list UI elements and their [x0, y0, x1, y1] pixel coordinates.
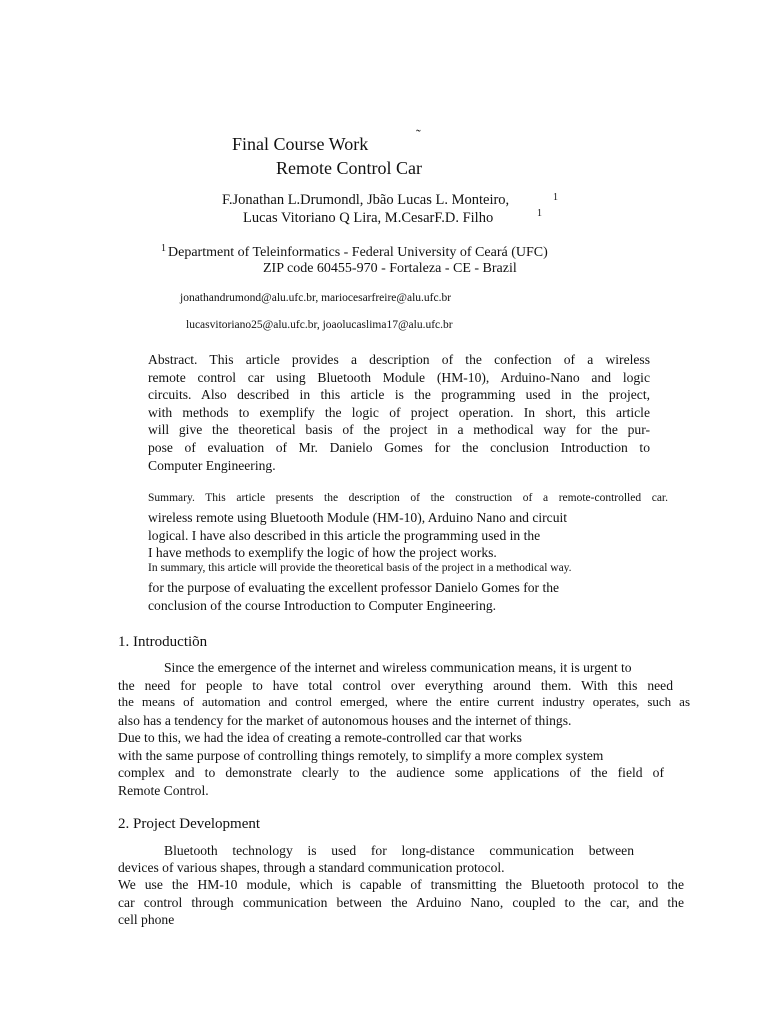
- section-1-line-3-text: the means of automation and control emerged, where the entire current industry operates, such as: [118, 694, 690, 709]
- section-1-line: Since the emergence of the internet and wireless communication means, it is urgent to: [164, 660, 632, 675]
- abstract: [148, 351, 650, 474]
- section-1-line-8: Remote Control.: [118, 783, 209, 798]
- summary-line-6: for the purpose of evaluating the excellent professor Danielo Gomes for the: [148, 580, 560, 595]
- emails-line-1: jonathandrumond@alu.ufc.br, mariocesarfreire@alu.ufc.br: [180, 292, 452, 304]
- affiliation-line-1: Department of Teleinformatics - Federal University of Ceará (UFC): [168, 245, 548, 260]
- title-tilde: ˜: [416, 128, 421, 143]
- summary-line-4: I have methods to exemplify the logic of how the project works.: [148, 545, 497, 560]
- section-1-line-6: with the same purpose of controlling things remotely, to simplify a more complex system: [118, 748, 604, 763]
- abstract-line: pose of evaluation of Mr. Danielo Gomes for the conclusion Introduction to: [148, 439, 650, 455]
- abstract-line: Abstract. This article provides a description of the confection of a wireless: [148, 352, 650, 367]
- authors-line-1-sup: 1: [553, 192, 558, 203]
- abstract-line: will give the theoretical basis of the project in a methodical way for the pur-: [148, 422, 650, 438]
- section-1-body: [118, 659, 673, 694]
- summary-line-5: In summary, this article will provide the theoretical basis of the project in a methodical way.: [148, 562, 572, 574]
- authors-line-2-sup: 1: [537, 208, 542, 219]
- section-2-line: We use the HM-10 module, which is capable of transmitting the Bluetooth protocol to the: [118, 877, 684, 892]
- emails-line-2: lucasvitoriano25@alu.ufc.br, joaolucaslima17@alu.ufc.br: [186, 319, 453, 331]
- affiliation-sup: 1: [161, 243, 166, 254]
- abstract-line: circuits. Also described in this article is the programming used in the project,: [148, 387, 650, 403]
- section-2-heading: 2. Project Development: [118, 816, 261, 832]
- abstract-line: Computer Engineering.: [148, 457, 276, 473]
- authors-line-2: Lucas Vitoriano Q Lira, M.CesarF.D. Filho: [243, 210, 494, 226]
- section-1-line-7: [118, 764, 664, 782]
- title-line-1: Final Course Work: [232, 134, 369, 154]
- section-1-line-4: also has a tendency for the market of autonomous houses and the internet of things.: [118, 713, 572, 728]
- section-2-line-2: devices of various shapes, through a standard communication protocol.: [118, 860, 505, 875]
- section-1-heading: 1. Introductiõn: [118, 634, 208, 650]
- section-2-line: car control through communication between the Arduino Nano, coupled to the car, and the: [118, 894, 684, 910]
- authors-line-1: F.Jonathan L.Drumondl, Jbão Lucas L. Monteiro,: [222, 192, 510, 208]
- section-2-line-1: [164, 842, 634, 860]
- section-1-line: the need for people to have total control over everything around them. With this need: [118, 677, 673, 693]
- summary-line-1-text: Summary. This article presents the description of the construction of a remote-controlled car.: [148, 492, 668, 504]
- abstract-line: with methods to exemplify the logic of project operation. In short, this article: [148, 404, 650, 420]
- title-line-2: Remote Control Car: [276, 158, 422, 178]
- summary-line-1: [148, 492, 668, 504]
- section-2-line: cell phone: [118, 912, 175, 928]
- summary-line-7: conclusion of the course Introduction to Computer Engineering.: [148, 598, 497, 613]
- section-2-body: [118, 876, 684, 929]
- summary-line-2: wireless remote using Bluetooth Module (HM-10), Arduino Nano and circuit: [148, 510, 568, 525]
- section-1-line-7-text: complex and to demonstrate clearly to the audience some applications of the field of: [118, 765, 664, 780]
- summary-line-3: logical. I have also described in this article the programming used in the: [148, 528, 541, 543]
- abstract-line: remote control car using Bluetooth Module (HM-10), Arduino-Nano and logic: [148, 369, 650, 385]
- affiliation-line-2: ZIP code 60455-970 - Fortaleza - CE - Brazil: [263, 261, 517, 276]
- section-1-line-3: [118, 694, 690, 710]
- section-2-line-1-text: Bluetooth technology is used for long-distance communication between: [164, 843, 634, 858]
- section-1-line-5: Due to this, we had the idea of creating a remote-controlled car that works: [118, 730, 522, 745]
